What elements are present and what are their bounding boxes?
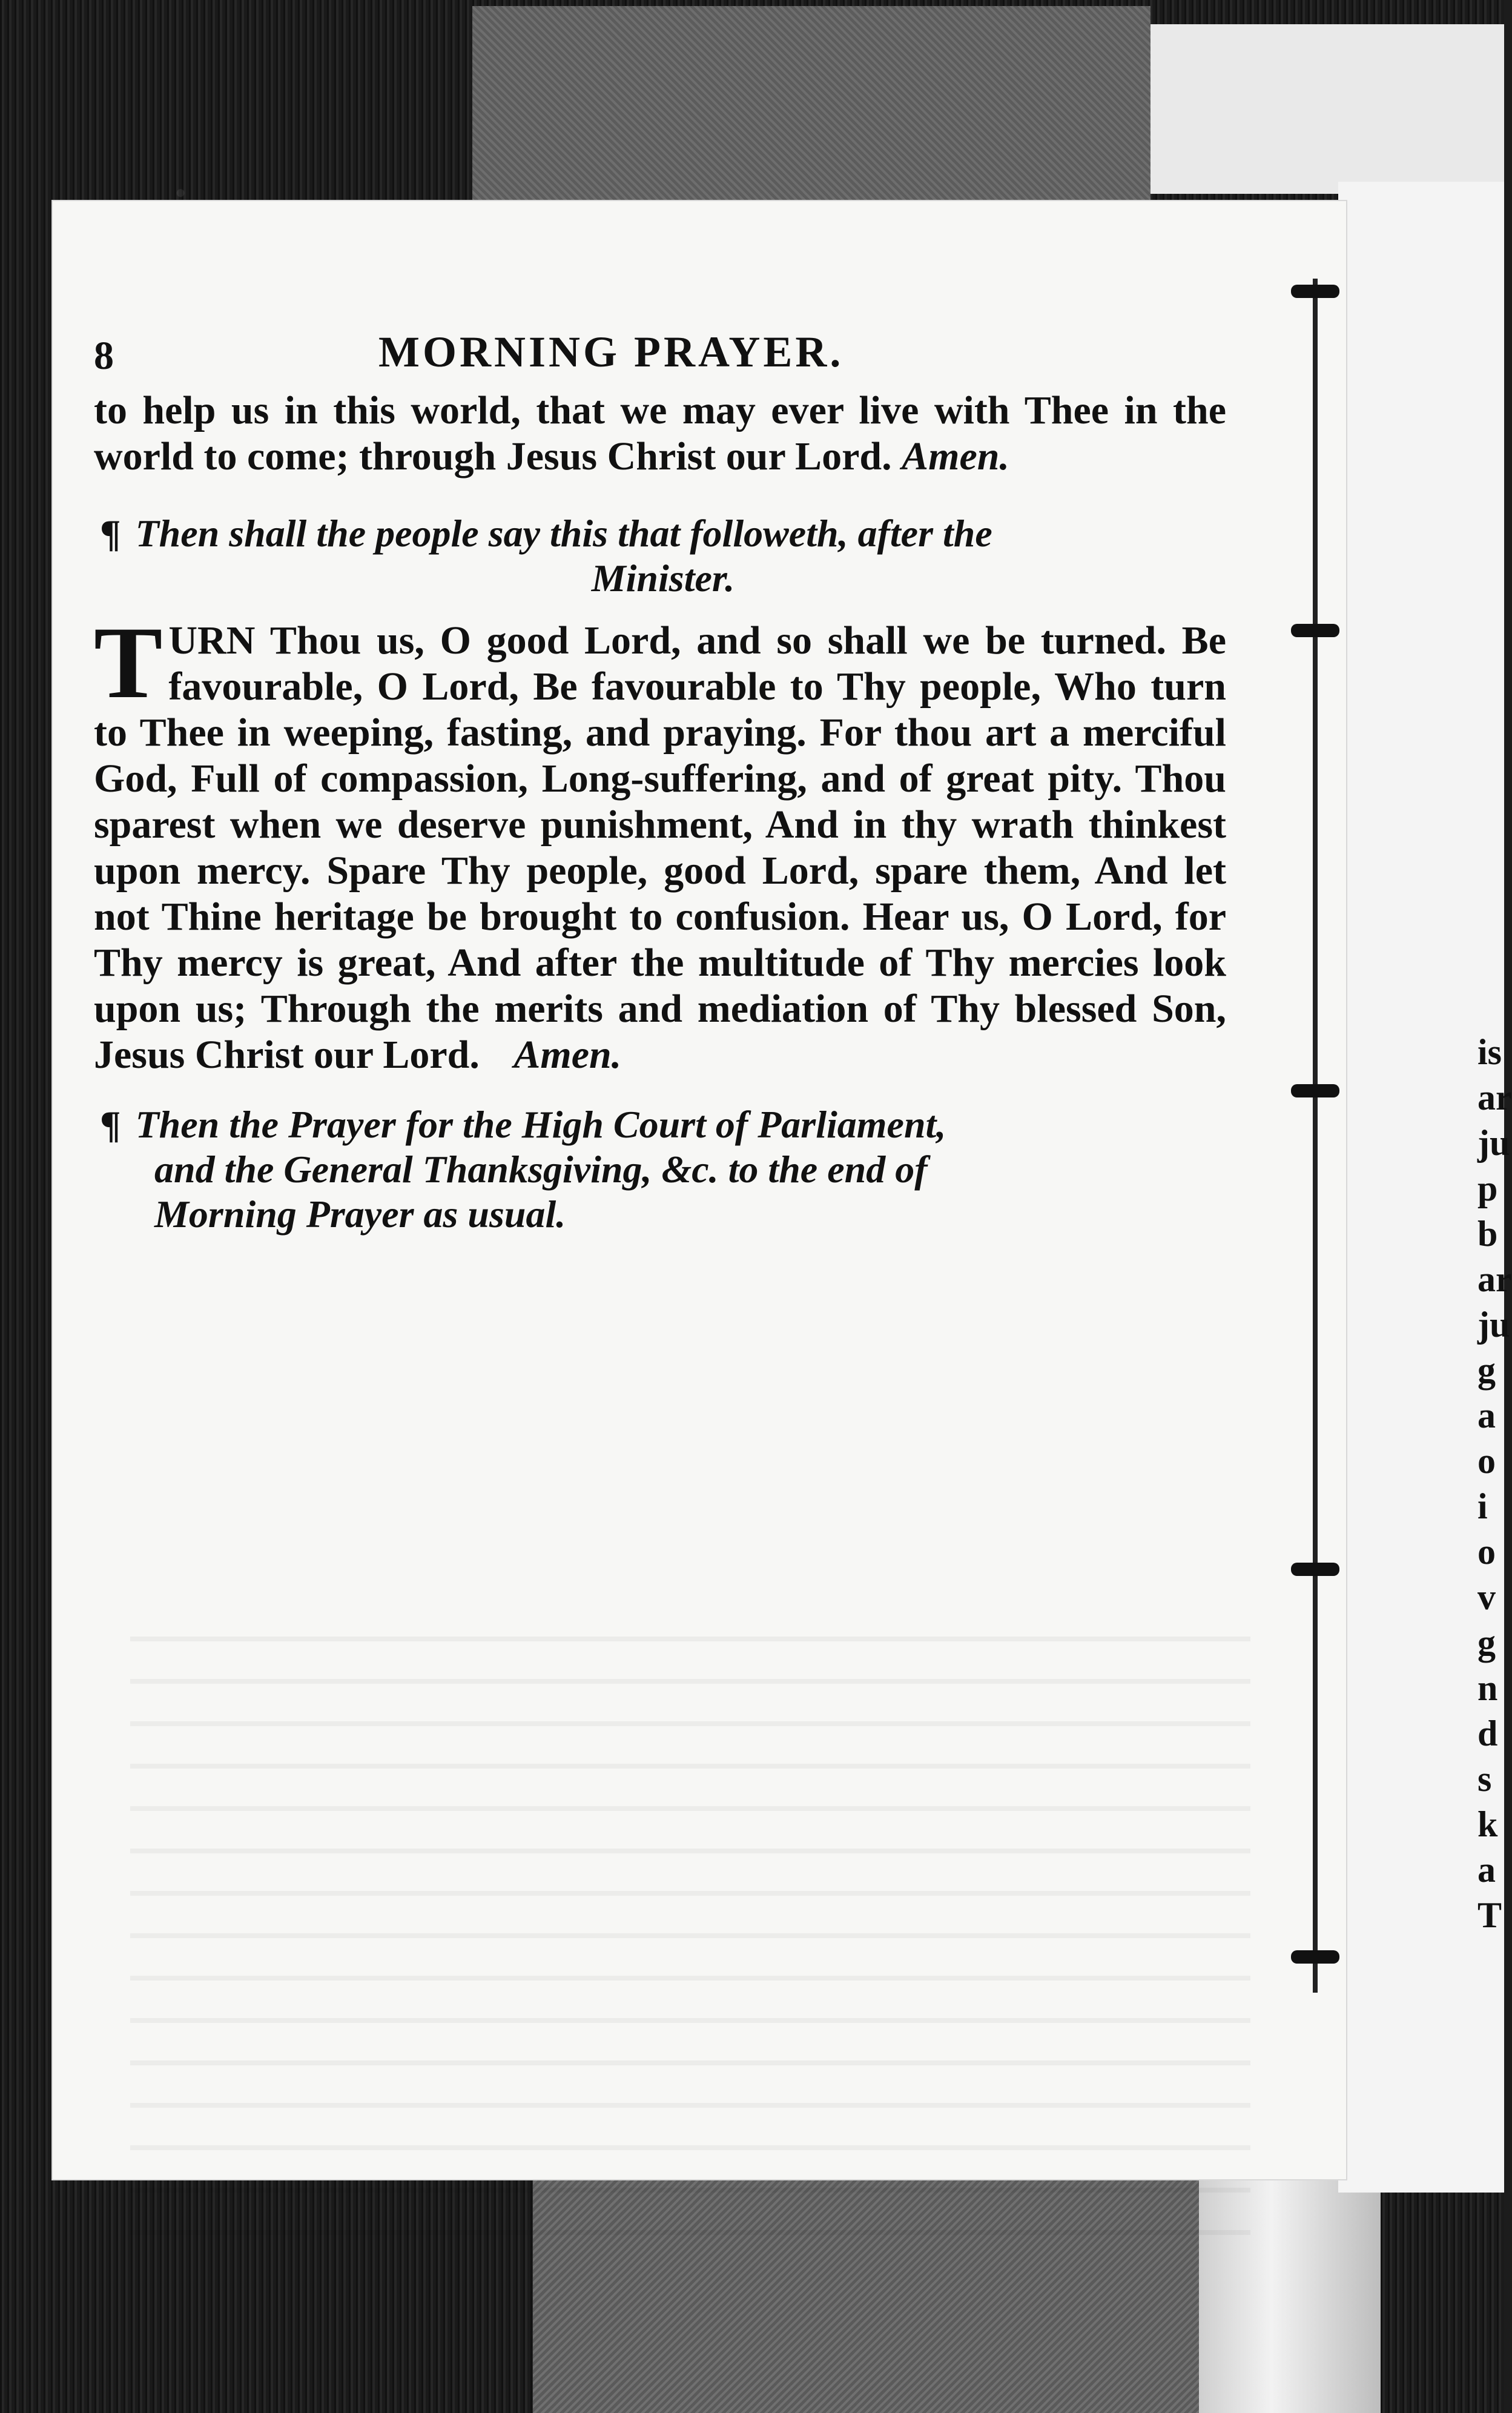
facing-page-fragment: ar (1477, 1259, 1512, 1299)
facing-page-fragment: b (1477, 1214, 1498, 1254)
facing-page-fragment: T (1477, 1895, 1502, 1935)
binding-stitch-line (1313, 279, 1318, 1993)
facing-page-fragment: is (1477, 1032, 1502, 1072)
facing-page-fragment: n (1477, 1668, 1498, 1708)
rubric-2-line-1: Then the Prayer for the High Court of Parliament, (135, 1103, 946, 1146)
facing-page-fragment: s (1477, 1759, 1492, 1799)
page-number: 8 (94, 334, 114, 378)
facing-page-fragment: v (1477, 1577, 1496, 1617)
stitch-knot (1291, 1084, 1339, 1097)
facing-page-fragment: ju (1477, 1123, 1510, 1163)
binding-board-top (472, 6, 1151, 224)
stitch-knot (1291, 624, 1339, 637)
opening-text: to help us in this world, that we may ever live with Thee in the world to come; through Jesus Christ our Lord. (94, 388, 1226, 478)
stitch-knot (1291, 285, 1339, 298)
opening-amen: Amen. (902, 434, 1009, 478)
facing-page-fragment: o (1477, 1441, 1496, 1481)
rubric-2-line-3: Morning Prayer as usual. (154, 1193, 566, 1236)
facing-page-fragment: a (1477, 1850, 1496, 1890)
book-page (51, 200, 1347, 2180)
rubric-line-2: Minister. (591, 557, 735, 600)
facing-page-fragment: o (1477, 1532, 1496, 1572)
stitch-knot (1291, 1950, 1339, 1964)
facing-page-fragment: g (1477, 1350, 1496, 1390)
facing-page-text (1477, 1030, 1512, 1938)
prayer-amen: Amen. (513, 1033, 622, 1077)
running-title: MORNING PRAYER. (378, 328, 844, 376)
facing-page-fragment: a (1477, 1395, 1496, 1435)
facing-page-fragment: ar (1477, 1077, 1512, 1117)
pilcrow-mark: ¶ (100, 512, 121, 555)
stitch-knot (1291, 1563, 1339, 1576)
rubric-prayer-for-parliament (94, 1102, 1226, 1237)
running-head (94, 309, 1226, 376)
bleed-through-text (130, 1599, 1250, 2235)
pilcrow-mark-2: ¶ (100, 1103, 121, 1146)
facing-page-fragment: d (1477, 1713, 1498, 1753)
rubric-people-respond (94, 511, 1226, 601)
card-top-right (1151, 24, 1504, 194)
facing-page-fragment: p (1477, 1168, 1498, 1208)
rubric-line-1: Then shall the people say this that followeth, after the (135, 512, 992, 555)
prayer-text: URN Thou us, O good Lord, and so shall we be turned. Be favourable, O Lord, Be favourable to Thy people, Who turn to Thee in weeping, fasting, and praying. For thou art a merciful God, Full of compassion, Long-suffering, and of great pity. Thou sparest when we deserve punishment, And in thy wrath thinkest upon mercy. Spare Thy people, good Lord, spare them, And let not Thine heritage be brought to confusion. Hear us, O Lord, for Thy mercy is great, And after the multitude of Thy mercies look upon us; Through the merits and mediation of Thy blessed Son, Jesus Christ our Lord. (94, 618, 1226, 1077)
facing-page-fragment: i (1477, 1486, 1488, 1526)
turn-thou-us-prayer (94, 606, 1226, 1078)
opening-paragraph (94, 388, 1226, 480)
rubric-2-line-2: and the General Thanksgiving, &c. to the end of (154, 1148, 928, 1191)
facing-page-fragment: k (1477, 1804, 1498, 1844)
facing-page-fragment: g (1477, 1623, 1496, 1663)
drop-cap: T (94, 606, 163, 720)
facing-page-fragment: ju (1477, 1305, 1510, 1345)
page-content (94, 309, 1226, 1237)
